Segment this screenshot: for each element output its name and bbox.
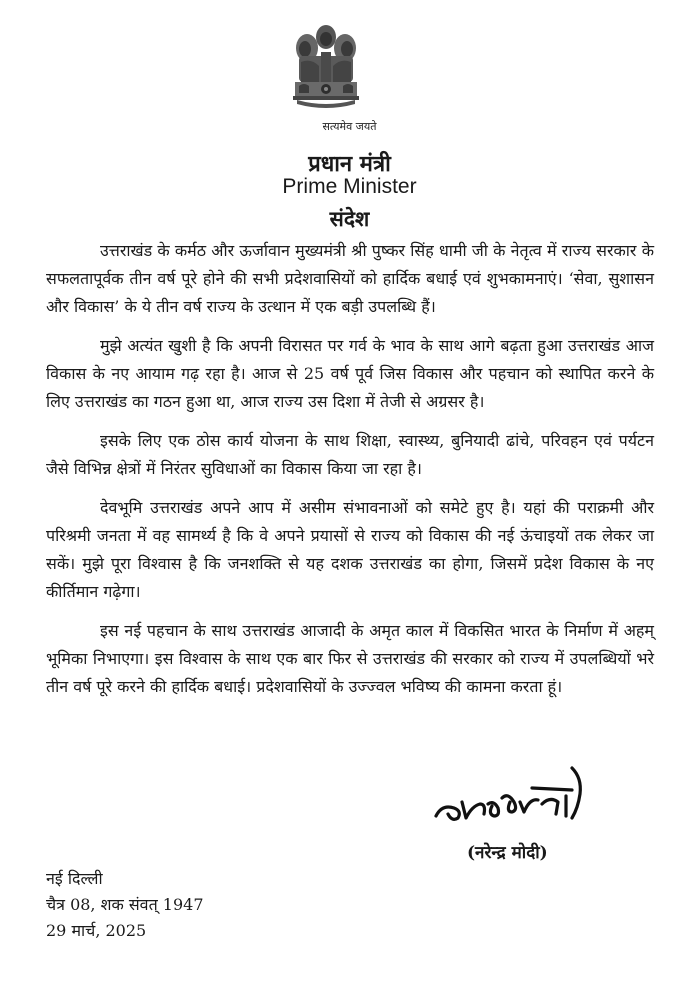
title-hindi: प्रधान मंत्री (308, 151, 391, 177)
title-english: Prime Minister (282, 175, 417, 198)
place: नई दिल्ली (46, 869, 103, 888)
paragraph-1: उत्तराखंड के कर्मठ और ऊर्जावान मुख्यमंत्री श्री पुष्कर सिंह धामी जी के नेतृत्व में राज्य सरकार के सफलतापूर्वक तीन वर्ष पूरे होने की सभी प्रदेशवासियों को हार्दिक बधाई एवं शुभकामनाएं। ‘सेवा, सुशासन और विकास’ के ये तीन वर्ष राज्य के उत्थान में एक बड़ी उपलब्धि हैं। (46, 241, 654, 316)
lion-capital-drawing (291, 22, 361, 114)
saka-date: चैत्र 08, शक संवत् 1947 (46, 895, 204, 914)
place-date-block (46, 866, 204, 944)
signer-name: (नरेन्द्र मोदी) (467, 843, 548, 863)
signature-icon (432, 758, 607, 833)
paragraph-4: देवभूमि उत्तराखंड अपने आप में असीम संभावनाओं को समेटे हुए है। यहां की पराक्रमी और परिश्रमी जनता में वह सामर्थ्य है कि वे अपने प्रयासों से राज्य को विकास की नई ऊंचाइयों तक लेकर जा सकें। मुझे पूरा विश्वास है कि जनशक्ति से यह दशक उत्तराखंड का होगा, जिसमें प्रदेश विकास के नए कीर्तिमान गढ़ेगा। (46, 498, 654, 601)
paragraph-5: इस नई पहचान के साथ उत्तराखंड आजादी के अमृत काल में विकसित भारत के निर्माण में अहम् भूमिका निभाएगा। इस विश्वास के साथ एक बार फिर से उत्तराखंड की सरकार को राज्य में उपलब्धियों भरे तीन वर्ष पूरे करने की हार्दिक बधाई। प्रदेशवासियों के उज्ज्वल भविष्य की कामना करता हूं। (46, 621, 654, 696)
date: 29 मार्च, 2025 (46, 921, 147, 940)
motto: सत्यमेव जयते (322, 120, 377, 133)
message-body (46, 237, 654, 712)
subject-heading: संदेश (329, 206, 370, 231)
national-emblem-icon (291, 22, 361, 114)
paragraph-3: इसके लिए एक ठोस कार्य योजना के साथ शिक्षा, स्वास्थ्य, बुनियादी ढांचे, परिवहन एवं पर्यटन जैसे विभिन्न क्षेत्रों में निरंतर सुविधाओं का विकास किया जा रहा है। (46, 431, 654, 478)
paragraph-2: मुझे अत्यंत खुशी है कि अपनी विरासत पर गर्व के भाव के साथ आगे बढ़ता हुआ उत्तराखंड आज विकास के नए आयाम गढ़ रहा है। आज से 25 वर्ष पूर्व जिस विकास और पहचान को स्थापित करने के लिए उत्तराखंड का गठन हुआ था, आज राज्य उस दिशा में तेजी से अग्रसर है। (46, 336, 654, 411)
